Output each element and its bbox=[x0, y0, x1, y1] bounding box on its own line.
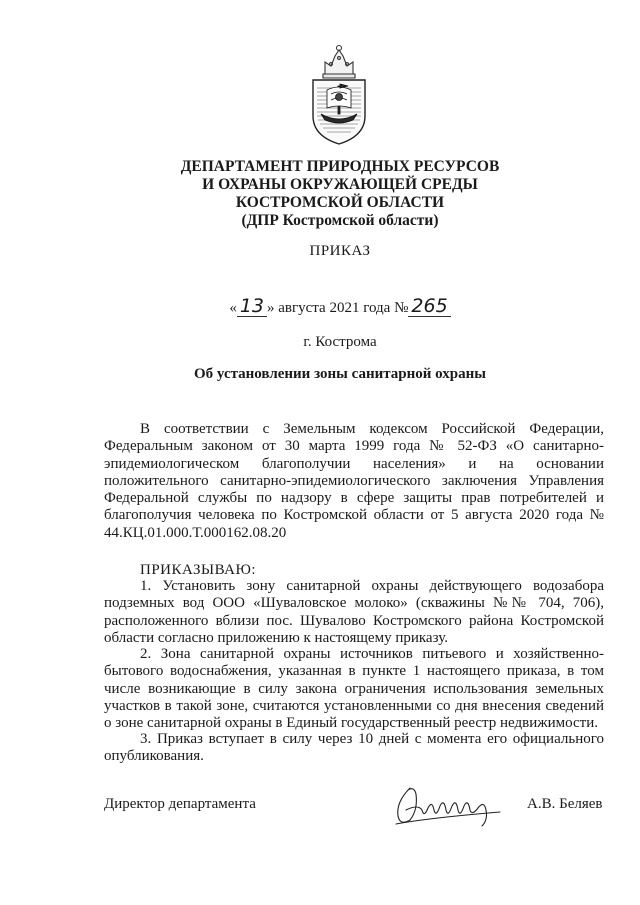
signer-name: А.В. Беляев bbox=[527, 796, 603, 812]
handwritten-signature-icon bbox=[388, 780, 518, 830]
header-line: КОСТРОМСКОЙ ОБЛАСТИ bbox=[235, 194, 445, 211]
coat-of-arms-icon bbox=[301, 44, 377, 146]
date-day: 13 bbox=[237, 296, 267, 317]
document-type: ПРИКАЗ bbox=[309, 243, 371, 259]
document-date-line bbox=[0, 296, 640, 317]
order-item: 3. Приказ вступает в силу через 10 дней с момента его официального опубликования. bbox=[104, 731, 604, 765]
department-header bbox=[140, 158, 540, 230]
header-line: И ОХРАНЫ ОКРУЖАЮЩЕЙ СРЕДЫ bbox=[202, 176, 478, 193]
document-subject: Об установлении зоны санитарной охраны bbox=[193, 366, 486, 382]
order-word: ПРИКАЗЫВАЮ: bbox=[140, 562, 257, 578]
preamble-paragraph: В соответствии с Земельным кодексом Российской Федерации, Федеральным законом от 30 марта 1999 года № 52-ФЗ «О санитарно-эпидемиологическом благополучии населения» и на основании положительного санитарно-эпидемиологического заключения Управления Федеральной службы по надзору в сфере защиты прав потребителей и благополучия человека по Костромской области от 5 августа 2020 года № 44.КЦ.01.000.Т.000162.08.20 bbox=[104, 421, 604, 541]
header-line: (ДПР Костромской области) bbox=[241, 212, 439, 229]
date-close-quote: » bbox=[267, 300, 275, 316]
city: г. Кострома bbox=[303, 334, 377, 350]
order-item: 1. Установить зону санитарной охраны действующего водозабора подземных вод ООО «Шуваловское молоко» (скважины №№ 704, 706), расположенного вблизи пос. Шувалово Костромского района Костромской области согласно приложению к настоящему приказу. bbox=[104, 578, 604, 646]
date-month-year: августа 2021 года № bbox=[278, 300, 409, 316]
order-item: 2. Зона санитарной охраны источников питьевого и хозяйственно-бытового водоснабжения, указанная в пункте 1 настоящего приказа, в том числе возникающие в силу закона ограничения использования земельных участков в такой зоне, считаются установленными со дня внесения сведений о зоне санитарной охраны в Единый государственный реестр недвижимости. bbox=[104, 646, 604, 732]
signer-title: Директор департамента bbox=[104, 796, 256, 812]
document-number: 265 bbox=[408, 296, 450, 317]
date-open-quote: « bbox=[229, 300, 237, 316]
header-line: ДЕПАРТАМЕНТ ПРИРОДНЫХ РЕСУРСОВ bbox=[180, 158, 500, 175]
